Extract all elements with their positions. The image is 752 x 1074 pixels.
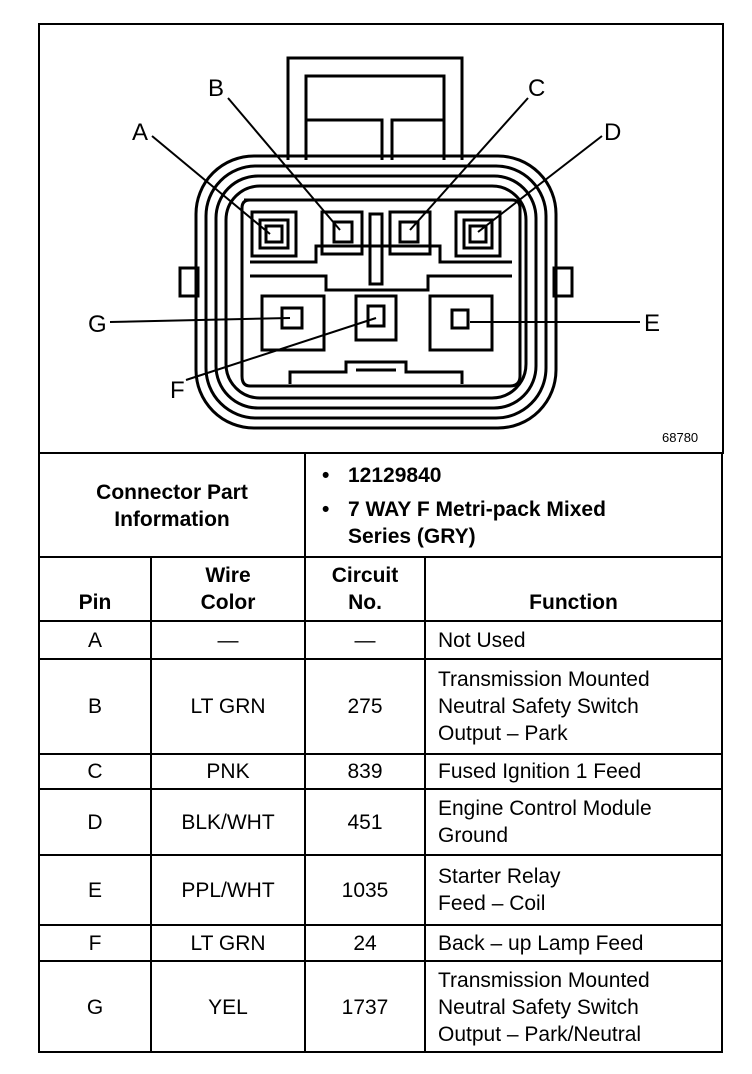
pin-cell: A — [87, 628, 102, 652]
circuit-cell: 24 — [353, 931, 377, 955]
pin-cell: G — [86, 996, 104, 1019]
pin-letter-labels — [88, 75, 660, 404]
table-header-row — [40, 556, 721, 622]
function-cell — [426, 856, 721, 924]
header-wire-color: Wire Color — [200, 564, 256, 614]
circuit-cell: 451 — [347, 810, 383, 834]
function-cell — [426, 660, 721, 753]
wire-color-cell: LT GRN — [190, 931, 266, 955]
pin-cell: F — [88, 931, 102, 955]
pin-cell: E — [87, 878, 102, 902]
wire-color-cell: LT GRN — [190, 695, 266, 718]
figure-number: 68780 — [662, 430, 699, 445]
cavity-g — [262, 296, 324, 350]
table-row — [40, 854, 721, 924]
table-row — [40, 788, 721, 854]
table-row — [40, 620, 721, 658]
pin-label-d: D — [604, 119, 622, 146]
connector-info-label-line1: Connector Part — [96, 481, 248, 504]
header-circuit-no: Circuit No. — [331, 564, 399, 614]
pin-label-b: B — [208, 75, 225, 102]
wire-color-cell: — — [217, 628, 239, 652]
function-line: Feed – Coil — [438, 892, 546, 915]
wire-color-cell: YEL — [208, 996, 248, 1019]
connector-description-line2: Series (GRY) — [348, 525, 476, 548]
function-line: Ground — [438, 824, 509, 847]
function-line: Neutral Safety Switch — [438, 996, 639, 1019]
function-line: Starter Relay — [438, 865, 561, 888]
function-cell — [426, 962, 721, 1053]
function-cell — [426, 622, 721, 658]
pin-cell: C — [87, 760, 103, 783]
header-pin: Pin — [78, 591, 112, 614]
function-line: Not Used — [438, 628, 526, 652]
table-row — [40, 960, 721, 1053]
function-line: Engine Control Module — [438, 797, 652, 820]
connector-info-row — [40, 454, 721, 558]
pin-label-g: G — [88, 311, 107, 338]
connector-description-line1: • 7 WAY F Metri-pack Mixed — [348, 496, 721, 523]
pin-cell: B — [87, 695, 102, 718]
wire-color-cell: PPL/WHT — [181, 878, 275, 902]
cavity-c — [390, 212, 430, 254]
table-row — [40, 753, 721, 788]
connector-info-label — [40, 454, 304, 558]
circuit-cell: — — [354, 628, 376, 652]
function-cell — [426, 926, 721, 960]
circuit-cell: 1035 — [341, 878, 389, 902]
connector-info-details — [306, 454, 721, 558]
circuit-cell: 839 — [347, 760, 383, 783]
header-function: Function — [529, 591, 618, 614]
wire-color-cell: PNK — [206, 760, 250, 783]
pin-cell: D — [87, 810, 103, 834]
function-line: Transmission Mounted — [438, 969, 650, 992]
connector-diagram — [0, 0, 752, 460]
table-row — [40, 658, 721, 753]
function-line: Output – Park — [438, 722, 568, 745]
pin-label-c: C — [528, 75, 546, 102]
pin-label-f: F — [170, 377, 185, 404]
part-number: • 12129840 — [348, 462, 721, 489]
connector-table — [38, 452, 723, 1053]
pin-label-e: E — [644, 310, 661, 337]
function-line: Output – Park/Neutral — [438, 1023, 642, 1046]
circuit-cell: 275 — [347, 695, 383, 718]
connector-info-label-line2: Information — [114, 508, 230, 531]
pin-label-a: A — [132, 119, 149, 146]
circuit-cell: 1737 — [341, 996, 389, 1019]
leader-lines — [110, 98, 640, 380]
terminal-cavities — [252, 212, 500, 350]
wire-color-cell: BLK/WHT — [181, 810, 275, 834]
function-line: Fused Ignition 1 Feed — [438, 760, 642, 783]
function-line: Neutral Safety Switch — [438, 695, 639, 718]
table-row — [40, 924, 721, 960]
function-line: Transmission Mounted — [438, 668, 650, 691]
function-line: Back – up Lamp Feed — [438, 931, 644, 955]
function-cell — [426, 755, 721, 788]
function-cell — [426, 790, 721, 854]
cavity-b — [322, 212, 362, 254]
